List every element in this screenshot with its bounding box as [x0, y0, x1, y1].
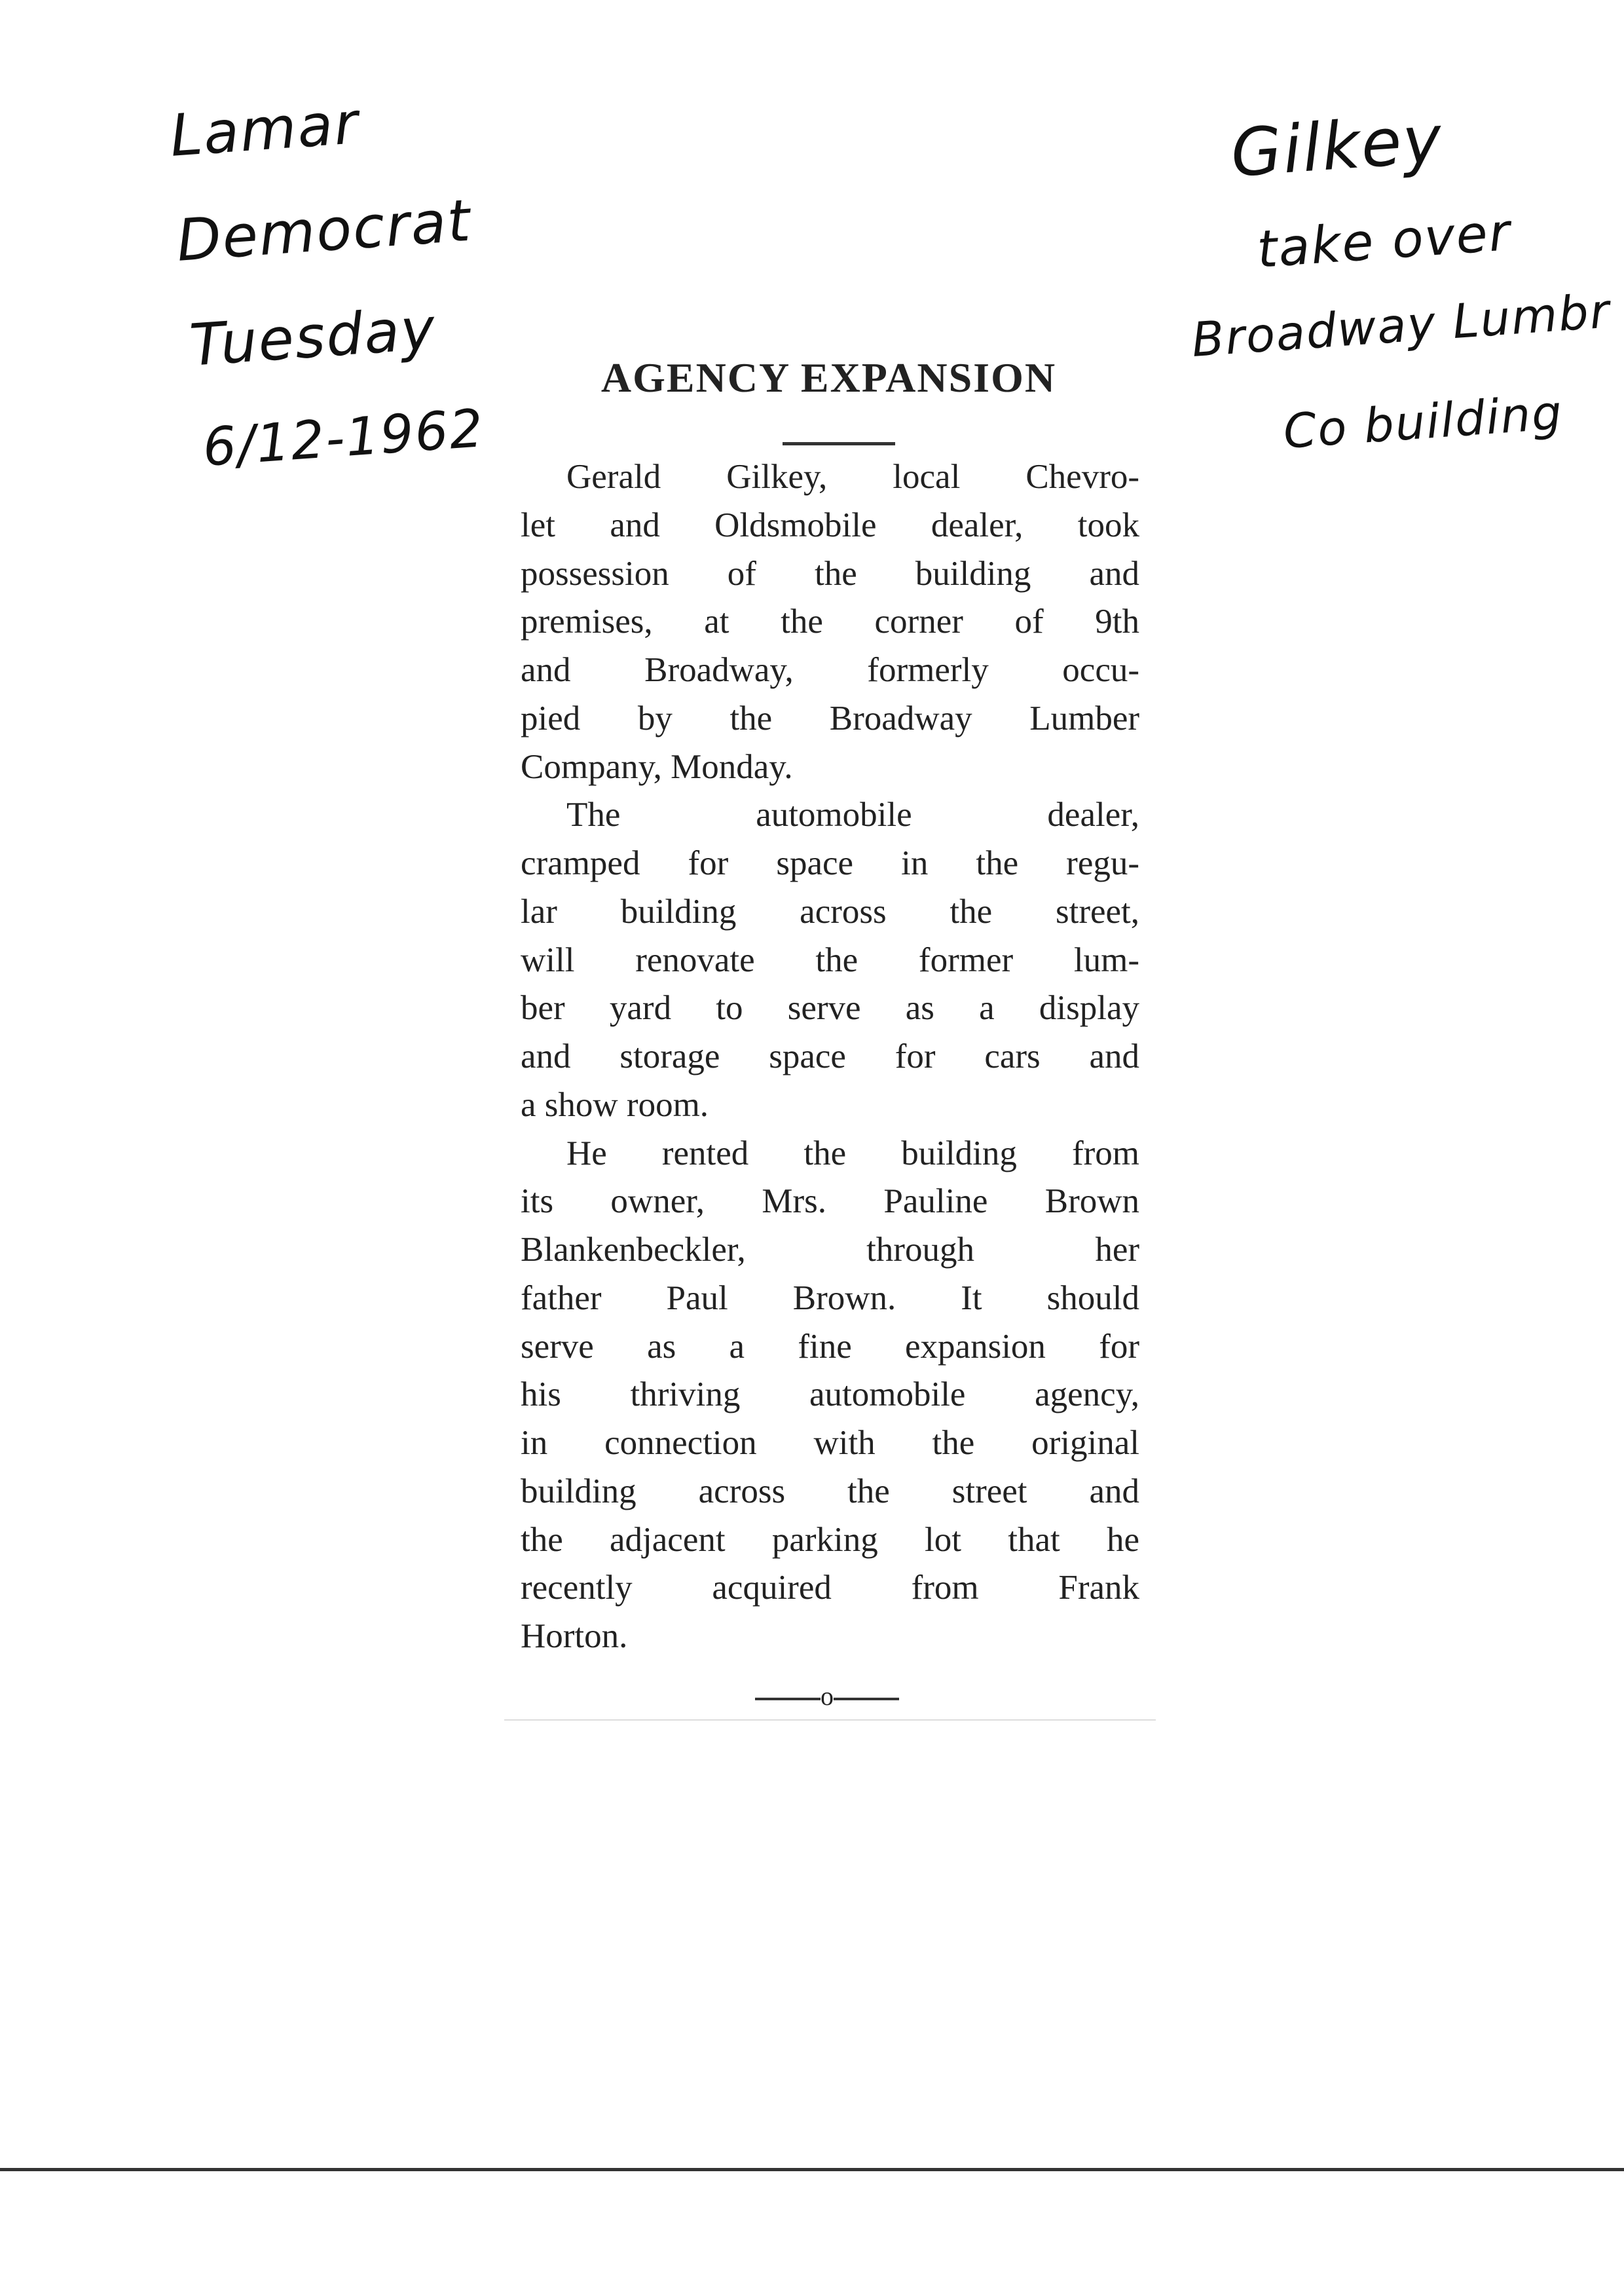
end-mark: o [739, 1681, 915, 1711]
scan-bottom-line [0, 2168, 1624, 2171]
article-line: father Paul Brown. It should [521, 1278, 1139, 1317]
handwritten-note-left-line: 6/12-1962 [200, 398, 487, 478]
article-line: and storage space for cars and [521, 1037, 1139, 1075]
article-line: the adjacent parking lot that he [521, 1520, 1139, 1559]
article-line: premises, at the corner of 9th [521, 603, 1139, 641]
article-line: lar building across the street, [521, 892, 1139, 931]
article-line: Gerald Gilkey, local Chevro- [566, 458, 1139, 496]
headline-divider [783, 442, 895, 445]
clipping-edge [504, 1719, 1156, 1721]
article-line: Company, Monday. [521, 747, 793, 786]
article-line: a show room. [521, 1085, 709, 1124]
article-line: serve as a fine expansion for [521, 1327, 1139, 1366]
article-line: and Broadway, formerly occu- [521, 651, 1139, 689]
article-line: possession of the building and [521, 554, 1139, 593]
article-line: Horton. [521, 1617, 628, 1655]
article-line: let and Oldsmobile dealer, took [521, 506, 1139, 544]
article-line: will renovate the former lum- [521, 941, 1139, 979]
article-line: in connection with the original [521, 1424, 1139, 1462]
article-line: building across the street and [521, 1472, 1139, 1510]
handwritten-note-right-line: Broadway Lumbr [1190, 283, 1612, 367]
article-line: The automobile dealer, [566, 796, 1139, 834]
article-headline: AGENCY EXPANSION [600, 354, 1057, 401]
article-line: He rented the building from [566, 1134, 1139, 1172]
article-line: cramped for space in the regu- [521, 844, 1139, 882]
article-line: Blankenbeckler, through her [521, 1231, 1139, 1269]
article-body [521, 453, 1139, 1661]
handwritten-note-right-line: take over [1255, 203, 1513, 280]
article-line: pied by the Broadway Lumber [521, 699, 1139, 737]
article-line: ber yard to serve as a display [521, 989, 1139, 1028]
handwritten-note-left-line: Lamar [168, 88, 361, 170]
handwritten-note-right-line: Gilkey [1228, 100, 1445, 192]
article-line: his thriving automobile agency, [521, 1375, 1139, 1414]
handwritten-note-left-line: Tuesday [187, 294, 439, 379]
handwritten-note-right-line: Co building [1282, 384, 1565, 459]
article-line: recently acquired from Frank [521, 1569, 1139, 1607]
article-line: its owner, Mrs. Pauline Brown [521, 1182, 1139, 1221]
handwritten-note-left-line: Democrat [174, 186, 473, 274]
